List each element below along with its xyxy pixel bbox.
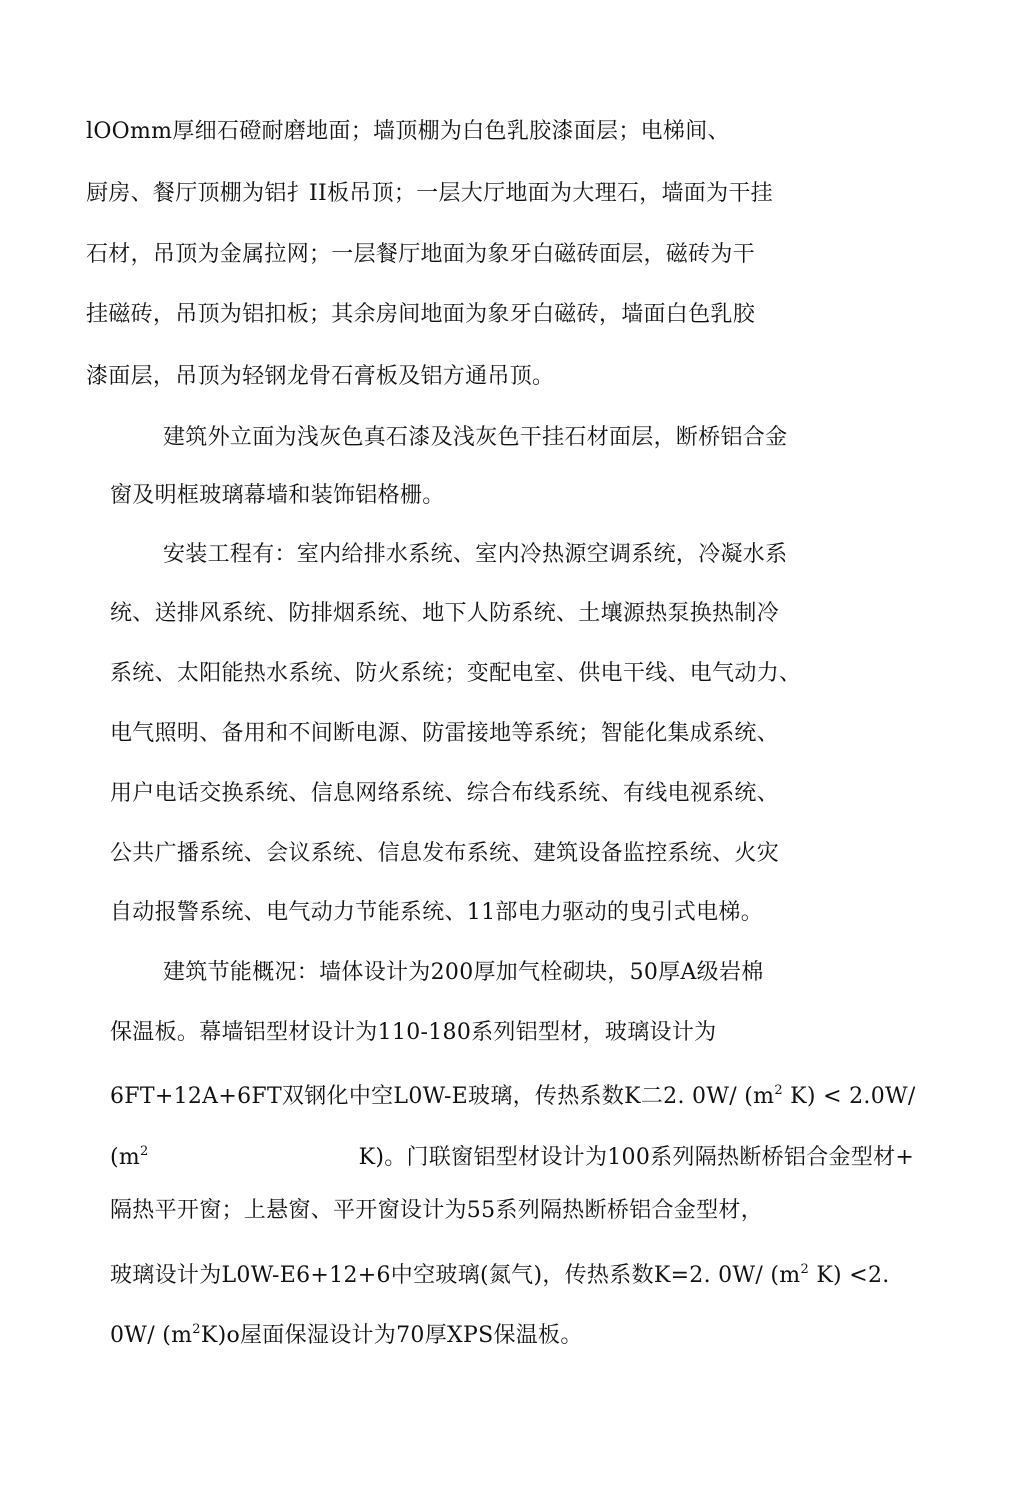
paragraph-4-line-7 — [110, 1315, 583, 1351]
line-4-text-a: (m — [110, 1145, 141, 1170]
paragraph-4-line-4 — [110, 1137, 914, 1173]
line-6-text-b: K) <2. — [809, 1263, 890, 1288]
superscript: 2 — [140, 1144, 149, 1159]
paragraph-4-line-2: 保温板。幕墙铝型材设计为110-180系列铝型材，玻璃设计为 — [110, 1020, 717, 1045]
line-6-text-a: 玻璃设计为L0W-E6+12+6中空玻璃(氮气)，传热系数K=2. 0W/ (m — [110, 1263, 801, 1288]
paragraph-4-line-5: 隔热平开窗；上悬窗、平开窗设计为55系列隔热断桥铝合金型材， — [110, 1198, 763, 1223]
paragraph-3-line-4: 电气照明、备用和不间断电源、防雷接地等系统；智能化集成系统、 — [110, 721, 780, 746]
line-3-text-a: 6FT+12A+6FT双钢化中空L0W-E玻璃，传热系数K二2. 0W/ (m — [110, 1084, 775, 1109]
paragraph-4-line-6 — [110, 1255, 890, 1291]
line-4-text-b: K)。门联窗铝型材设计为100系列隔热断桥铝合金型材+ — [358, 1145, 915, 1170]
paragraph-1-line-3: 石材，吊顶为金属拉网；一层餐厅地面为象牙白磁砖面层，磁砖为干 — [86, 242, 756, 267]
paragraph-3-line-6: 公共广播系统、会议系统、信息发布系统、建筑设备监控系统、火灾 — [110, 841, 780, 866]
paragraph-1-line-2: 厨房、餐厅顶棚为铝扌II板吊顶；一层大厅地面为大理石，墙面为干挂 — [86, 181, 773, 206]
paragraph-1-line-5: 漆面层，吊顶为轻钢龙骨石膏板及铝方通吊顶。 — [86, 364, 555, 389]
paragraph-2-line-1: 建筑外立面为浅灰色真石漆及浅灰色干挂石材面层，断桥铝合金 — [163, 425, 788, 450]
paragraph-4-line-3 — [110, 1076, 916, 1112]
superscript: 2 — [800, 1262, 810, 1277]
line-7-text-a: 0W/ (m — [110, 1323, 193, 1348]
paragraph-4-line-1: 建筑节能概况：墙体设计为200厚加气栓砌块，50厚A级岩棉 — [163, 960, 764, 985]
paragraph-1-line-1: lOOmm厚细石磴耐磨地面；墙顶棚为白色乳胶漆面层；电梯间、 — [86, 119, 730, 144]
paragraph-3-line-7: 自动报警系统、电气动力节能系统、11部电力驱动的曳引式电梯。 — [110, 900, 763, 925]
superscript: 2 — [774, 1083, 783, 1098]
paragraph-2-line-2: 窗及明框玻璃幕墙和装饰铝格栅。 — [110, 483, 445, 508]
superscript: 2 — [192, 1322, 201, 1337]
paragraph-1-line-4: 挂磁砖，吊顶为铝扣板；其余房间地面为象牙白磁砖，墙面白色乳胶 — [86, 302, 756, 327]
line-3-text-b: K) < 2.0W/ — [782, 1084, 916, 1109]
paragraph-3-line-3: 系统、太阳能热水系统、防火系统；变配电室、供电干线、电气动力、 — [110, 661, 802, 686]
paragraph-3-line-5: 用户电话交换系统、信息网络系统、综合布线系统、有线电视系统、 — [110, 781, 780, 806]
paragraph-3-line-1: 安装工程有：室内给排水系统、室内冷热源空调系统，冷凝水系 — [163, 542, 788, 567]
paragraph-3-line-2: 统、送排风系统、防排烟系统、地下人防系统、土壤源热泵换热制冷 — [110, 601, 780, 626]
line-7-text-b: K)o屋面保湿设计为70厚XPS保温板。 — [200, 1323, 583, 1348]
